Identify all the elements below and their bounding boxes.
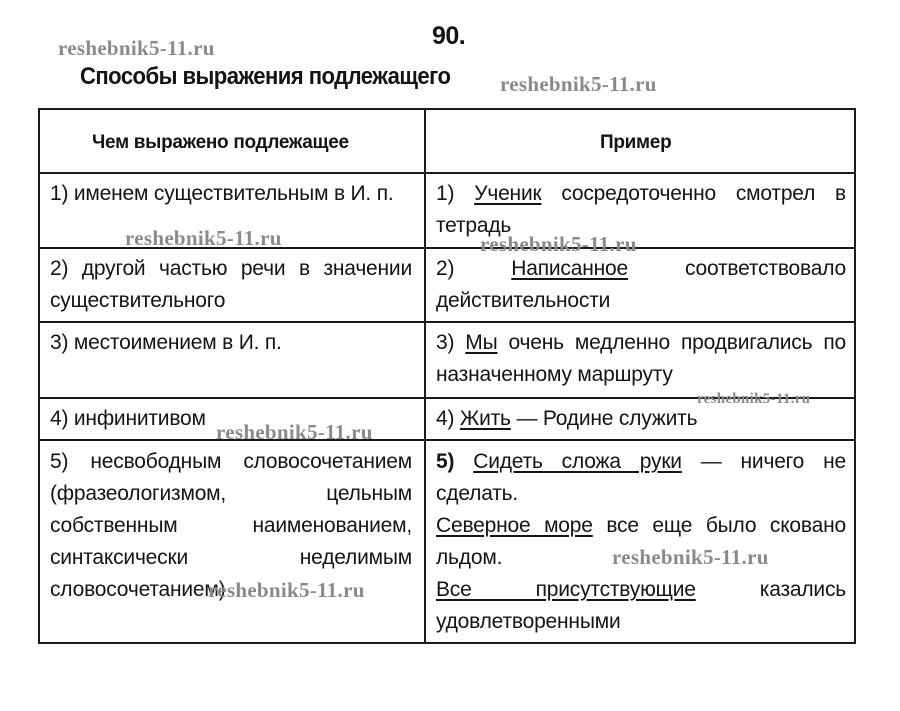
watermark: reshebnik5-11.ru: [500, 72, 657, 96]
watermark: reshebnik5-11.ru: [125, 226, 282, 250]
watermark: reshebnik5-11.ru: [480, 232, 637, 256]
column-header-example: Пример: [600, 132, 672, 153]
row-3-expression: 3) местоимением в И. п.: [50, 331, 282, 354]
row-3-example: [436, 327, 846, 391]
example-number: 2): [436, 257, 512, 280]
example-text: сосредоточенно смотрел в тетрадь: [436, 182, 846, 237]
row-divider: [40, 321, 854, 323]
column-header-subject: Чем выражено подлежащее: [92, 132, 349, 153]
example-text: казались удовлетворенными: [436, 578, 846, 633]
row-1-expression: 1) именем существительным в И. п.: [50, 182, 394, 205]
example-text: соответствовало действительности: [436, 257, 846, 312]
page-title: Способы выражения подлежащего: [80, 63, 451, 90]
example-subject: Сидеть сложа руки: [473, 450, 682, 473]
example-subject: Написанное: [511, 257, 628, 280]
watermark: reshebnik5-11.ru: [58, 36, 215, 60]
example-subject: Все присутствующие: [436, 578, 696, 601]
example-text: — Родине служить: [510, 407, 698, 430]
example-number: 5): [436, 450, 474, 473]
row-2-expression: 2) другой частью речи в значении существительного: [50, 257, 412, 312]
example-subject: Мы: [465, 331, 498, 354]
row-divider: [40, 172, 854, 174]
row-4-expression: 4) инфинитивом: [50, 407, 206, 430]
example-text: — ничего не сделать.: [436, 450, 846, 505]
example-paragraph: [436, 574, 846, 638]
watermark: reshebnik5-11.ru: [697, 391, 811, 407]
watermark: reshebnik5-11.ru: [208, 578, 365, 602]
example-subject: Жить: [459, 407, 511, 430]
watermark: reshebnik5-11.ru: [216, 420, 373, 444]
column-divider: [424, 110, 426, 642]
example-subject: Северное море: [436, 514, 593, 537]
example-text: все еще было сковано льдом.: [436, 514, 846, 569]
watermark: reshebnik5-11.ru: [612, 545, 769, 569]
page-number: 90.: [432, 22, 466, 50]
example-paragraph: [436, 446, 846, 510]
row-5-example: [436, 446, 846, 638]
row-5-expression: 5) несвободным словосочетанием (фразеологизмом, цельным собственным наименованием, синтаксически неделимым словосочетанием): [50, 450, 412, 601]
row-2-example: [436, 253, 846, 317]
example-number: 3): [436, 331, 466, 354]
example-subject: Ученик: [474, 182, 542, 205]
example-text: очень медленно продвигались по назначенному маршруту: [436, 331, 846, 386]
example-number: 4): [436, 407, 460, 430]
row-divider: [40, 439, 854, 441]
example-number: 1): [436, 182, 475, 205]
